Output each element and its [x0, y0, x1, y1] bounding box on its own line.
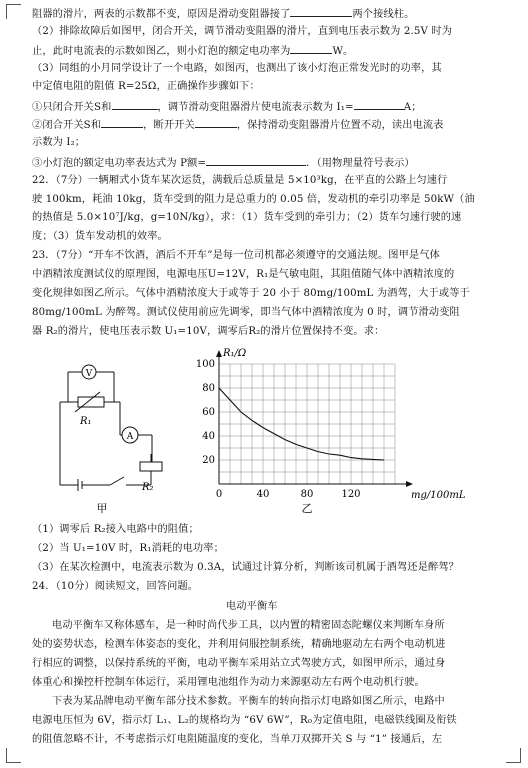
resistance-chart [195, 338, 465, 518]
text-line: 度；（3）货车发动机的效率。 [32, 231, 168, 242]
y-axis-label: R₁/Ω [223, 348, 247, 359]
x-axis-label: mg/100mL [411, 490, 465, 501]
y-tick-label: 60 [202, 407, 215, 418]
y-tick-label: 20 [202, 455, 215, 466]
text-line: 的热值是 5.0×10⁷J/kg，g=10N/kg），求：（1）货车受到的牵引力；（2）货车匀速行驶的速 [32, 212, 462, 223]
text-span: ①只闭合开关S和 [32, 102, 112, 113]
text-line: 体重心和操控杆控制车体运行，采用锂电池组作为动力来源驱动左右两个电动机行驶。 [32, 677, 425, 688]
ammeter-label: A [126, 432, 134, 442]
text-span: ③小灯泡的额定电功率表达式为 P额= [32, 158, 207, 169]
corner-mark-bottom-right [506, 748, 521, 763]
text-span: ，保持滑动变阻器滑片位置不动，读出电流表 [236, 120, 444, 131]
figure-caption-jia: 甲 [96, 502, 108, 515]
text-line: 中定值电阻的阻值 R=25Ω，正确操作步骤如下： [32, 81, 260, 92]
y-tick-label: 100 [195, 359, 215, 370]
text-line: 23．（7分）“开车不饮酒，酒后不开车”是每一位司机都必须遵守的交通法规。图甲是气体 [32, 250, 440, 261]
text-line: 22．（7分）一辆厢式小货车某次运货，满载后总质量是 5×10³kg，在平直的公路上匀速行 [32, 175, 448, 186]
text-line: 下表为某品牌电动平衡车部分技术参数。平衡车的转向指示灯电路如图乙所示，电路中 [52, 696, 445, 707]
text-line: 驶 100km，耗油 10kg，货车受到的阻力是总重力的 0.05 倍，发动机的牵引功率是 50kW（油 [32, 194, 475, 205]
text-line: 处的姿势状态，检测车体姿态的变化，并利用伺服控制系统，精确地驱动左右两个电动机进 [32, 639, 446, 650]
text-span: ．（用物理量符号表示） [306, 158, 415, 169]
text-span: 阻器的滑片，两表的示数都不变，原因是滑动变阻器接了 [32, 9, 291, 20]
text-line: 80mg/100mL 为醉驾。测试仪使用前应先调零，即当气体中酒精浓度为 0 时，调节滑动变阻 [32, 307, 460, 318]
text-line: 示数为 I₂； [32, 137, 86, 148]
answer-blank [195, 117, 237, 128]
text-span: A； [403, 102, 422, 113]
text-span: ②闭合开关S和 [32, 120, 102, 131]
answer-blank [206, 155, 306, 166]
y-tick-label: 40 [202, 431, 215, 442]
text-line [32, 155, 415, 170]
passage-title: 电动平衡车 [226, 601, 278, 612]
text-line [32, 43, 353, 58]
answer-blank [290, 43, 332, 54]
y-tick-label: 80 [202, 383, 215, 394]
answer-blank [290, 6, 352, 17]
answer-blank [101, 117, 143, 128]
text-span: 两个接线柱。 [352, 9, 415, 20]
corner-mark-top-left [6, 4, 21, 19]
text-line: 器 R₂的滑片，使电压表示数 U₁=10V，调零后R₂的滑片位置保持不变。求： [32, 326, 385, 337]
text-span: 止，此时电流表的示数如图乙，则小灯泡的额定电功率为 [32, 46, 291, 57]
text-line: 的阻值忽略不计，不考虑指示灯电阻随温度的变化，当单刀双掷开关 S 与 “1” 接通后，左 [32, 734, 443, 745]
x-tick-label: 120 [341, 489, 361, 500]
text-line [32, 99, 422, 114]
text-line: 24．（10分）阅读短文，回答问题。 [32, 581, 199, 592]
text-line: 电源电压恒为 6V，指示灯 L₁、L₂的规格均为 “6V 6W”，R₀为定值电阻，电磁铁线圈及衔铁 [32, 715, 457, 726]
y-axis-arrow [216, 350, 222, 357]
answer-blank [112, 99, 158, 110]
voltmeter-label: V [85, 369, 93, 379]
r1-label: R₁ [80, 416, 92, 427]
circuit-diagram [40, 350, 190, 520]
text-span: ，断开开关 [143, 120, 195, 131]
figure-caption-yi: 乙 [301, 502, 313, 515]
x-tick-label: 80 [300, 489, 314, 500]
text-line: （3）同组的小月同学设计了一个电路，如图丙，也测出了该小灯泡正常发光时的功率，其 [32, 63, 442, 74]
text-span: W。 [332, 46, 354, 57]
x-tick-label: 40 [256, 489, 270, 500]
r2-label: R₂ [142, 482, 154, 493]
corner-mark-bottom-left [6, 748, 21, 763]
x-axis-arrow [406, 481, 413, 487]
text-line: （2）当 U₁=10V 时，R₁消耗的电功率； [32, 543, 224, 554]
answer-blank [354, 99, 404, 110]
text-line [32, 6, 414, 21]
text-line: 变化规律如图乙所示。气体中酒精浓度大于或等于 20 小于 80mg/100mL 为酒驾，大于或等于 [32, 288, 470, 299]
text-line: （1）调零后 R₂接入电路中的阻值； [32, 524, 199, 535]
text-line [32, 117, 444, 132]
text-line: （2）排除故障后如图甲，闭合开关，调节滑动变阻器的滑片，直到电压表示数为 2.5V 时为 [32, 26, 453, 37]
text-line: 行相应的调整，以保持系统的平衡，电动平衡车采用站立式驾驶方式，如图甲所示，通过身 [32, 658, 446, 669]
text-span: ，调节滑动变阻器滑片使电流表示数为 I₁= [157, 102, 354, 113]
x-tick-label: 0 [215, 489, 223, 500]
text-line: （3）在某次检测中，电流表示数为 0.3A，试通过计算分析，判断该司机属于酒驾还是醉驾？ [32, 562, 459, 573]
text-line: 中酒精浓度测试仪的原理图，电源电压U=12V，R₁是气敏电阻，其阻值随气体中酒精浓度的 [32, 269, 455, 280]
text-line: 电动平衡车又称体感车，是一种时尚代步工具，以内置的精密固态陀螺仪来判断车身所 [52, 620, 445, 631]
